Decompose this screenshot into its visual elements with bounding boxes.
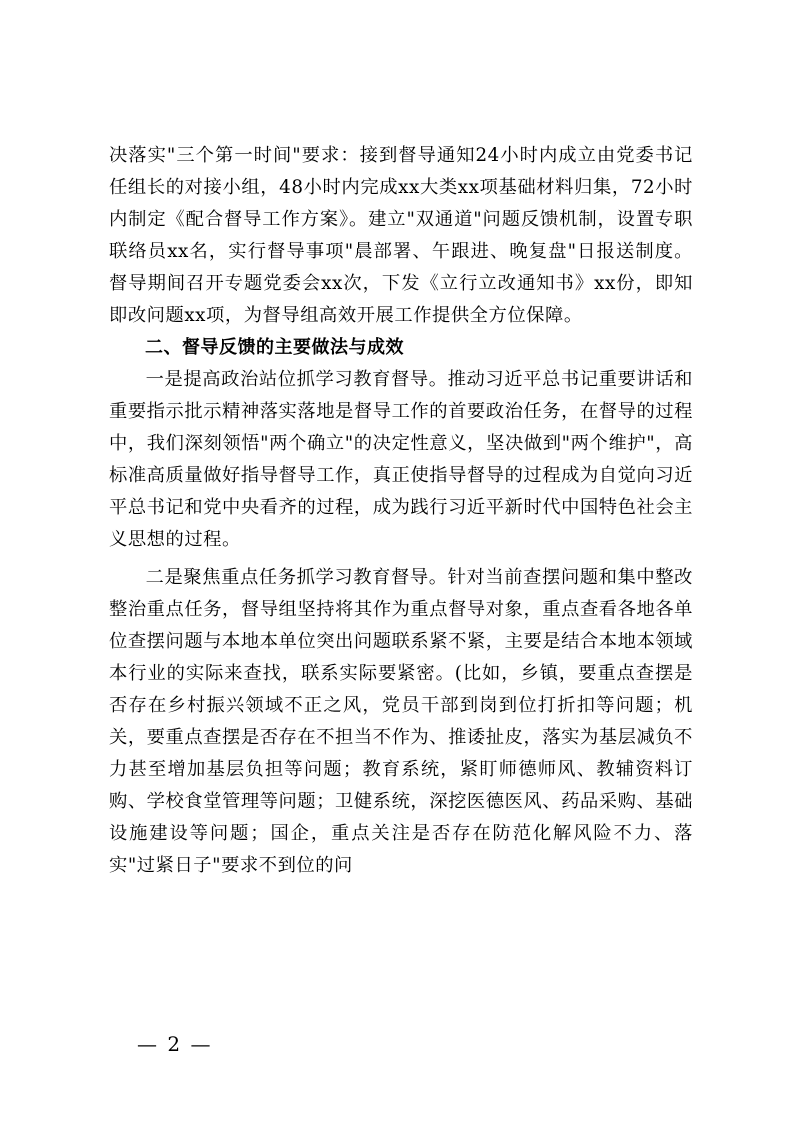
document-body	[109, 140, 693, 882]
continued-paragraph: 决落实"三个第一时间"要求：接到督导通知24小时内成立由党委书记任组长的对接小组，48小时内完成xx大类xx项基础材料归集，72小时内制定《配合督导工作方案》。建立"双通道"问题反馈机制，设置专职联络员xx名，实行督导事项"晨部署、午跟进、晚复盘"日报送制度。督导期间召开专题党委会xx次，下发《立行立改通知书》xx份，即知即改问题xx项，为督导组高效开展工作提供全方位保障。	[109, 145, 693, 326]
section-heading: 二、督导反馈的主要做法与成效	[145, 337, 404, 358]
paragraph-political-stance: 一是提高政治站位抓学习教育督导。推动习近平总书记重要讲话和重要指示批示精神落实落地是督导工作的首要政治任务，在督导的过程中，我们深刻领悟"两个确立"的决定性意义，坚决做到"两个维护"，高标准高质量做好指导督导工作，真正使指导督导的过程成为自觉向习近平总书记和党中央看齐的过程，成为践行习近平新时代中国特色社会主义思想的过程。	[109, 369, 693, 550]
paragraph-key-tasks: 二是聚焦重点任务抓学习教育督导。针对当前查摆问题和集中整改整治重点任务，督导组坚持将其作为重点督导对象，重点查看各地各单位查摆问题与本地本单位突出问题联系紧不紧，主要是结合本地本领域本行业的实际来查找，联系实际要紧密。(比如，乡镇，要重点查摆是否存在乡村振兴领域不正之风，党员干部到岗到位打折扣等问题；机关，要重点查摆是否存在不担当不作为、推诿扯皮，落实为基层减负不力甚至增加基层负担等问题；教育系统，紧盯师德师风、教辅资料订购、学校食堂管理等问题；卫健系统，深挖医德医风、药品采购、基础设施建设等问题；国企，重点关注是否存在防范化解风险不力、落实"过紧日子"要求不到位的问	[109, 567, 693, 876]
page-number: — 2 —	[137, 1032, 213, 1056]
